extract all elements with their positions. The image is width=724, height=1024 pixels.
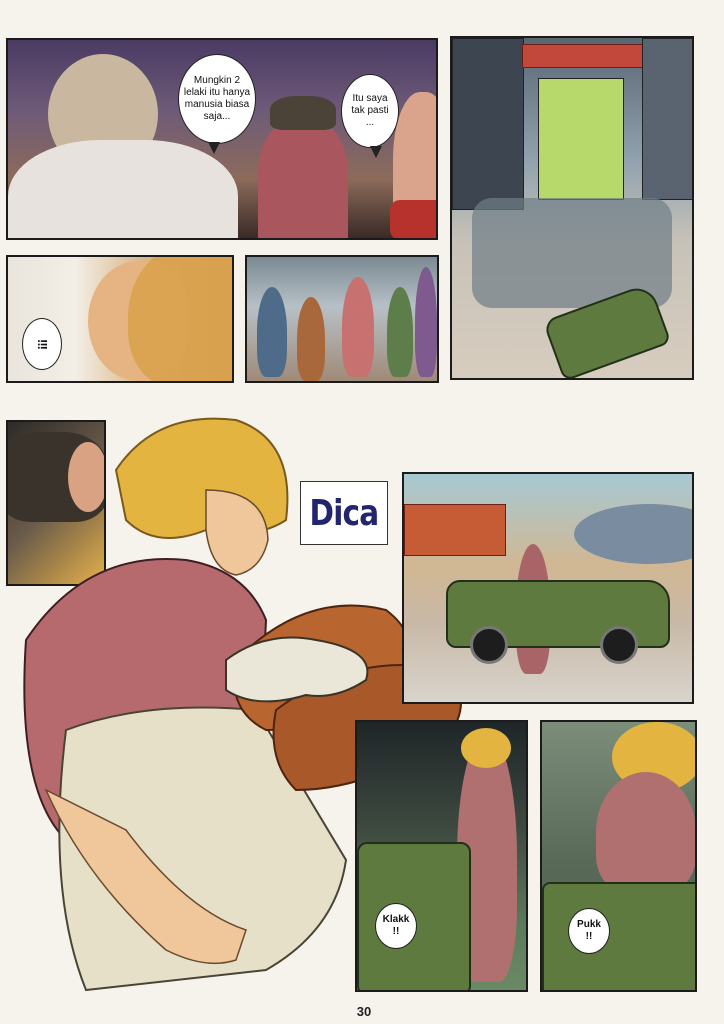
building	[452, 38, 524, 210]
hair	[116, 419, 287, 538]
shop-window	[538, 78, 624, 200]
title-caption-box	[300, 481, 388, 545]
bubble-text: Pukk !!	[577, 919, 601, 942]
title-caption: Dica	[309, 492, 379, 534]
bubble-text: Mungkin 2 lelaki itu hanya manusia biasa saja...	[183, 75, 251, 122]
shirt	[24, 559, 266, 840]
man-in-hat-figure	[258, 120, 348, 240]
bubble-text: Klakk !!	[382, 914, 410, 937]
bubble-text: !!!	[34, 339, 50, 349]
speech-bubble-panel2	[22, 318, 62, 370]
hat-icon	[226, 638, 367, 702]
pedestrian	[387, 287, 413, 377]
panel-4-city-street	[450, 36, 694, 380]
character-figure	[596, 772, 696, 892]
hair	[461, 728, 511, 768]
hat-icon	[270, 96, 336, 130]
arm	[46, 790, 246, 963]
spaceship-shape	[574, 504, 694, 564]
panel-3-crowd-walking	[245, 255, 439, 383]
car-door	[542, 882, 697, 992]
speech-bubble-panel7	[375, 903, 417, 949]
pedestrian	[415, 267, 437, 377]
page-number: 30	[356, 1004, 372, 1019]
pedestrian	[257, 287, 287, 377]
bald-man-coat	[8, 140, 238, 240]
building	[642, 38, 694, 200]
car-wheel	[600, 626, 638, 664]
hand	[68, 442, 106, 512]
apron	[59, 708, 346, 991]
car-wheel	[470, 626, 508, 664]
bubble-tail	[370, 146, 382, 158]
pedestrian	[342, 277, 374, 377]
hair-strands	[128, 255, 234, 383]
speech-bubble-panel1-right	[341, 74, 399, 148]
face	[206, 490, 268, 575]
woman-dress	[390, 200, 438, 240]
bubble-text: Itu saya tak pasti ...	[351, 93, 389, 128]
bread-loaf	[234, 606, 409, 730]
bubble-tail	[208, 142, 220, 154]
panel-7-opening-door	[355, 720, 528, 992]
shop-sign	[522, 44, 644, 68]
panel-6-street-car	[402, 472, 694, 704]
panel-8-closing-door	[540, 720, 697, 992]
panel-5-hat-closeup	[6, 420, 106, 586]
red-shop-front	[404, 504, 506, 556]
pedestrian	[297, 297, 325, 381]
speech-bubble-panel1-left	[178, 54, 256, 144]
speech-bubble-panel8	[568, 908, 610, 954]
